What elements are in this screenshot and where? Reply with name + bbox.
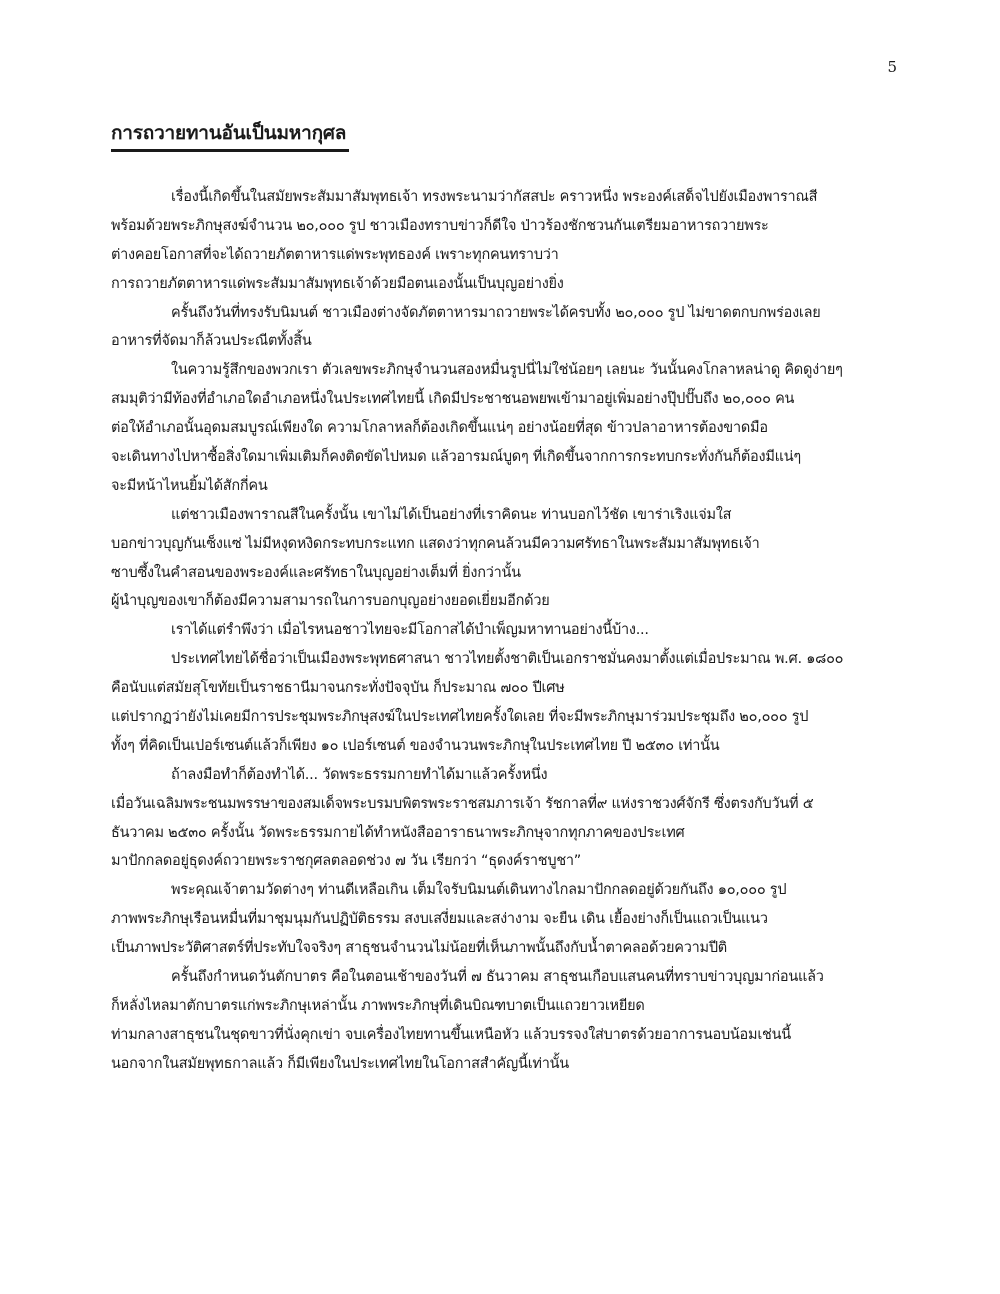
paragraph-first-line: ถ้าลงมือทำก็ต้องทำได้... วัดพระธรรมกายทำได้มาแล้วครั้งหนึ่ง [171,766,548,783]
text-line: สมมุติว่ามีท้องที่อำเภอใดอำเภอหนึ่งในประเทศไทยนี้ เกิดมีประชาชนอพยพเข้ามาอยู่เพิ่มอย่างปุ๊ปปั๊บถึง ๒๐,๐๐๐ คน [111,391,795,408]
text-line: ผู้นำบุญของเขาก็ต้องมีความสามารถในการบอกบุญอย่างยอดเยี่ยมอีกด้วย [111,593,550,610]
text-line: ภาพพระภิกษุเรือนหมื่นที่มาชุมนุมกันปฏิบัติธรรม สงบเสงี่ยมและสง่างาม จะยืน เดิน เยื้องย่างก็เป็นแถวเป็นแนว [111,911,768,928]
text-line: อาหารที่จัดมาก็ล้วนประณีตทั้งสิ้น [111,333,312,350]
text-line: คือนับแต่สมัยสุโขทัยเป็นราชธานีมาจนกระทั่งปัจจุบัน ก็ประมาณ ๗๐๐ ปีเศษ [111,680,565,697]
text-line: แต่ปรากฏว่ายังไม่เคยมีการประชุมพระภิกษุสงฆ์ในประเทศไทยครั้งใดเลย ที่จะมีพระภิกษุมาร่วมประชุมถึง ๒๐,๐๐๐ รูป [111,709,809,726]
paragraph-first-line: แต่ชาวเมืองพาราณสีในครั้งนั้น เขาไม่ได้เป็นอย่างที่เราคิดนะ ท่านบอกไว้ชัด เขาร่าเริงแจ่มใส [171,506,732,523]
text-line: ต่อให้อำเภอนั้นอุดมสมบูรณ์เพียงใด ความโกลาหลก็ต้องเกิดขึ้นแน่ๆ อย่างน้อยที่สุด ข้าวปลาอาหารต้องขาดมือ [111,420,768,437]
text-line: ต่างคอยโอกาสที่จะได้ถวายภัตตาหารแด่พระพุทธองค์ เพราะทุกคนทราบว่า [111,246,559,263]
paragraph-first-line: ในความรู้สึกของพวกเรา ตัวเลขพระภิกษุจำนวนสองหมื่นรูปนี่ไม่ใช่น้อยๆ เลยนะ วันนั้นคงโกลาหลน่าดู คิดดูง่ายๆ [171,362,843,379]
text-line: มาปักกลดอยู่ธุดงค์ถวายพระราชกุศลตลอดช่วง ๗ วัน เรียกว่า “ธุดงค์ราชบูชา” [111,853,582,870]
text-line: การถวายภัตตาหารแด่พระสัมมาสัมพุทธเจ้าด้วยมือตนเองนั้นเป็นบุญอย่างยิ่ง [111,275,564,292]
text-line: ทั้งๆ ที่คิดเป็นเปอร์เซนต์แล้วก็เพียง ๑๐ เปอร์เซนต์ ของจำนวนพระภิกษุในประเทศไทย ปี ๒๕๓๐ เท่านั้น [111,737,720,754]
text-line: จะเดินทางไปหาซื้อสิ่งใดมาเพิ่มเติมก็คงติดขัดไปหมด แล้วอารมณ์บูดๆ ที่เกิดขึ้นจากการกระทบกระทั่งกันก็ต้องมีแน่ๆ [111,449,801,466]
paragraph-first-line: ครั้นถึงกำหนดวันตักบาตร คือในตอนเช้าของวันที่ ๗ ธันวาคม สาธุชนเกือบแสนคนที่ทราบข่าวบุญมาก่อนแล้ว [171,969,824,986]
text-line: เป็นภาพประวัติศาสตร์ที่ประทับใจจริงๆ สาธุชนจำนวนไม่น้อยที่เห็นภาพนั้นถึงกับน้ำตาคลอด้วยความปีติ [111,940,727,957]
body-text [111,183,901,1079]
text-line: บอกข่าวบุญกันเซ็งแซ่ ไม่มีหงุดหงิดกระทบกระแทก แสดงว่าทุกคนล้วนมีความศรัทธาในพระสัมมาสัมพุทธเจ้า [111,535,760,552]
section-heading: การถวายทานอันเป็นมหากุศล [111,122,347,144]
page-number: 5 [887,58,897,76]
paragraph-first-line: เรื่องนี้เกิดขึ้นในสมัยพระสัมมาสัมพุทธเจ้า ทรงพระนามว่ากัสสปะ คราวหนึ่ง พระองค์เสด็จไปยังเมืองพาราณสี [171,189,818,205]
text-line: ซาบซึ้งในคำสอนของพระองค์และศรัทธาในบุญอย่างเต็มที่ ยิ่งกว่านั้น [111,564,521,581]
paragraph-first-line: ประเทศไทยได้ชื่อว่าเป็นเมืองพระพุทธศาสนา ชาวไทยตั้งชาติเป็นเอกราชมั่นคงมาตั้งแต่เมื่อประมาณ พ.ศ. ๑๘๐๐ [171,651,844,668]
paragraph-first-line: ครั้นถึงวันที่ทรงรับนิมนต์ ชาวเมืองต่างจัดภัตตาหารมาถวายพระได้ครบทั้ง ๒๐,๐๐๐ รูป ไม่ขาดตกบกพร่องเลย [171,304,821,321]
text-line: พร้อมด้วยพระภิกษุสงฆ์จำนวน ๒๐,๐๐๐ รูป ชาวเมืองทราบข่าวก็ดีใจ ป่าวร้องชักชวนกันเตรียมอาหารถวายพระ [111,217,769,234]
text-line: ท่ามกลางสาธุชนในชุดขาวที่นั่งคุกเข่า จบเครื่องไทยทานขึ้นเหนือหัว แล้วบรรจงใส่บาตรด้วยอาการนอบน้อมเช่นนี้ [111,1026,791,1043]
paragraph-first-line: เราได้แต่รำพึงว่า เมื่อไรหนอชาวไทยจะมีโอกาสได้บำเพ็ญมหาทานอย่างนี้บ้าง... [171,622,649,639]
heading-underline [111,149,349,152]
paragraph-first-line: พระคุณเจ้าตามวัดต่างๆ ท่านดีเหลือเกิน เต็มใจรับนิมนต์เดินทางไกลมาปักกลดอยู่ด้วยกันถึง ๑๐,๐๐๐ รูป [171,882,787,899]
text-line: ก็หลั่งไหลมาตักบาตรแก่พระภิกษุเหล่านั้น ภาพพระภิกษุที่เดินบิณฑบาตเป็นแถวยาวเหยียด [111,997,645,1014]
text-line: ธันวาคม ๒๕๓๐ ครั้งนั้น วัดพระธรรมกายได้ทำหนังสืออาราธนาพระภิกษุจากทุกภาคของประเทศ [111,824,685,841]
text-line: เมื่อวันเฉลิมพระชนมพรรษาของสมเด็จพระบรมบพิตรพระราชสมภารเจ้า รัชกาลที่๙ แห่งราชวงศ์จักรี ซึ่งตรงกับวันที่ ๕ [111,795,814,812]
text-line: จะมีหน้าไหนยิ้มได้สักกี่คน [111,477,268,494]
text-line: นอกจากในสมัยพุทธกาลแล้ว ก็มีเพียงในประเทศไทยในโอกาสสำคัญนี้เท่านั้น [111,1055,569,1072]
